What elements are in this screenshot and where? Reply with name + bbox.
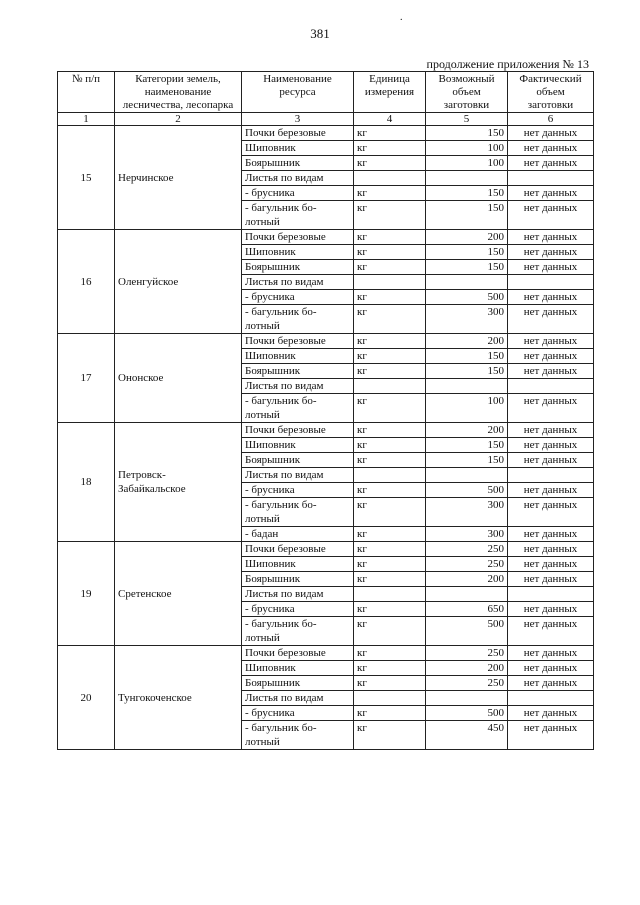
table-row [58,334,594,349]
continuation-note: продолжение приложения № 13 [426,57,589,71]
header-num: № п/п [58,72,115,113]
actual-volume: нет данных [508,646,594,661]
actual-volume: нет данных [508,617,594,646]
possible-volume: 200 [426,661,508,676]
unit-cell: кг [354,290,426,305]
resource-name: - багульник бо- лотный [242,201,354,230]
actual-volume: нет данных [508,527,594,542]
actual-volume: нет данных [508,141,594,156]
table-row [58,542,594,557]
possible-volume [426,275,508,290]
resource-name: - брусника [242,186,354,201]
unit-cell: кг [354,305,426,334]
forestry-number: 17 [58,334,115,423]
resource-name: Боярышник [242,156,354,171]
unit-cell: кг [354,542,426,557]
unit-cell: кг [354,602,426,617]
resource-name: Боярышник [242,676,354,691]
resource-name: Шиповник [242,349,354,364]
actual-volume: нет данных [508,305,594,334]
column-number: 3 [242,113,354,126]
resource-name: - брусника [242,290,354,305]
resource-name: Боярышник [242,260,354,275]
possible-volume: 200 [426,230,508,245]
column-numbers-row [58,113,594,126]
table-row [58,423,594,438]
possible-volume: 100 [426,394,508,423]
actual-volume [508,379,594,394]
possible-volume [426,587,508,602]
resource-name: Шиповник [242,557,354,572]
resource-table [57,71,594,750]
resource-name: Почки березовые [242,334,354,349]
possible-volume: 250 [426,676,508,691]
possible-volume: 300 [426,527,508,542]
header-category: Категории земель, наименование лесничества, лесопарка [115,72,242,113]
unit-cell: кг [354,423,426,438]
possible-volume: 500 [426,617,508,646]
unit-cell: кг [354,661,426,676]
resource-name: Листья по видам [242,275,354,290]
actual-volume [508,468,594,483]
actual-volume [508,275,594,290]
unit-cell: кг [354,483,426,498]
unit-cell: кг [354,721,426,750]
unit-cell [354,468,426,483]
unit-cell: кг [354,527,426,542]
resource-name: Почки березовые [242,542,354,557]
forestry-name: Ононское [115,334,242,423]
forestry-name: Сретенское [115,542,242,646]
forestry-number: 20 [58,646,115,750]
unit-cell: кг [354,364,426,379]
resource-name: - брусника [242,602,354,617]
unit-cell: кг [354,126,426,141]
resource-name: - багульник бо- лотный [242,721,354,750]
possible-volume [426,379,508,394]
forestry-number: 16 [58,230,115,334]
resource-name: Листья по видам [242,379,354,394]
actual-volume: нет данных [508,334,594,349]
scan-dot: . [400,12,403,23]
possible-volume: 200 [426,423,508,438]
resource-name: - багульник бо- лотный [242,498,354,527]
header-actual: Фактический объем заготовки [508,72,594,113]
resource-name: - багульник бо- лотный [242,305,354,334]
unit-cell: кг [354,453,426,468]
resource-name: - багульник бо- лотный [242,394,354,423]
possible-volume: 300 [426,305,508,334]
table-body [58,126,594,750]
resource-name: Листья по видам [242,468,354,483]
actual-volume: нет данных [508,186,594,201]
column-number: 2 [115,113,242,126]
resource-name: Шиповник [242,661,354,676]
column-number: 4 [354,113,426,126]
possible-volume: 150 [426,364,508,379]
forestry-name: Петровск- Забайкальское [115,423,242,542]
actual-volume: нет данных [508,498,594,527]
forestry-name: Нерчинское [115,126,242,230]
possible-volume: 150 [426,453,508,468]
resource-name: Шиповник [242,245,354,260]
resource-name: - бадан [242,527,354,542]
unit-cell [354,379,426,394]
table-row [58,126,594,141]
possible-volume: 300 [426,498,508,527]
header-resource: Наименование ресурса [242,72,354,113]
resource-name: Боярышник [242,572,354,587]
possible-volume: 200 [426,572,508,587]
possible-volume: 150 [426,201,508,230]
forestry-name: Тунгокоченское [115,646,242,750]
forestry-number: 18 [58,423,115,542]
unit-cell: кг [354,646,426,661]
actual-volume [508,691,594,706]
resource-name: Почки березовые [242,646,354,661]
forestry-number: 15 [58,126,115,230]
actual-volume: нет данных [508,721,594,750]
unit-cell [354,691,426,706]
table-row [58,230,594,245]
unit-cell [354,275,426,290]
resource-name: - багульник бо- лотный [242,617,354,646]
unit-cell: кг [354,617,426,646]
unit-cell: кг [354,230,426,245]
actual-volume: нет данных [508,423,594,438]
resource-name: Шиповник [242,438,354,453]
resource-name: Почки березовые [242,423,354,438]
unit-cell: кг [354,245,426,260]
possible-volume: 500 [426,483,508,498]
possible-volume: 100 [426,156,508,171]
possible-volume [426,468,508,483]
resource-name: - брусника [242,706,354,721]
column-number: 1 [58,113,115,126]
actual-volume: нет данных [508,602,594,617]
actual-volume: нет данных [508,156,594,171]
actual-volume: нет данных [508,126,594,141]
resource-name: Почки березовые [242,126,354,141]
unit-cell: кг [354,334,426,349]
unit-cell [354,587,426,602]
resource-name: - брусника [242,483,354,498]
header-unit: Единица измерения [354,72,426,113]
resource-name: Боярышник [242,453,354,468]
resource-name: Листья по видам [242,171,354,186]
resource-name: Листья по видам [242,587,354,602]
unit-cell: кг [354,141,426,156]
actual-volume: нет данных [508,661,594,676]
unit-cell: кг [354,557,426,572]
possible-volume: 150 [426,438,508,453]
possible-volume: 150 [426,186,508,201]
actual-volume: нет данных [508,260,594,275]
possible-volume: 250 [426,542,508,557]
possible-volume: 150 [426,126,508,141]
unit-cell: кг [354,201,426,230]
possible-volume: 450 [426,721,508,750]
possible-volume: 250 [426,646,508,661]
unit-cell: кг [354,706,426,721]
possible-volume: 500 [426,290,508,305]
page-number: 381 [310,26,330,41]
unit-cell: кг [354,438,426,453]
possible-volume: 150 [426,260,508,275]
unit-cell: кг [354,394,426,423]
header-possible: Возможный объем заготовки [426,72,508,113]
actual-volume: нет данных [508,230,594,245]
possible-volume: 650 [426,602,508,617]
possible-volume [426,171,508,186]
actual-volume: нет данных [508,542,594,557]
resource-name: Почки березовые [242,230,354,245]
actual-volume: нет данных [508,245,594,260]
actual-volume: нет данных [508,557,594,572]
forestry-number: 19 [58,542,115,646]
actual-volume: нет данных [508,453,594,468]
column-number: 6 [508,113,594,126]
actual-volume: нет данных [508,201,594,230]
unit-cell: кг [354,186,426,201]
possible-volume: 250 [426,557,508,572]
possible-volume: 200 [426,334,508,349]
resource-name: Листья по видам [242,691,354,706]
column-number: 5 [426,113,508,126]
actual-volume [508,171,594,186]
unit-cell: кг [354,676,426,691]
possible-volume: 150 [426,245,508,260]
actual-volume: нет данных [508,394,594,423]
unit-cell: кг [354,572,426,587]
actual-volume: нет данных [508,483,594,498]
possible-volume: 500 [426,706,508,721]
unit-cell [354,171,426,186]
table-row [58,646,594,661]
actual-volume: нет данных [508,706,594,721]
unit-cell: кг [354,260,426,275]
possible-volume [426,691,508,706]
actual-volume: нет данных [508,438,594,453]
actual-volume: нет данных [508,364,594,379]
actual-volume: нет данных [508,572,594,587]
possible-volume: 100 [426,141,508,156]
possible-volume: 150 [426,349,508,364]
actual-volume: нет данных [508,676,594,691]
actual-volume: нет данных [508,349,594,364]
resource-name: Боярышник [242,364,354,379]
forestry-name: Оленгуйское [115,230,242,334]
unit-cell: кг [354,349,426,364]
unit-cell: кг [354,156,426,171]
resource-name: Шиповник [242,141,354,156]
unit-cell: кг [354,498,426,527]
actual-volume [508,587,594,602]
header-row [58,72,594,113]
actual-volume: нет данных [508,290,594,305]
